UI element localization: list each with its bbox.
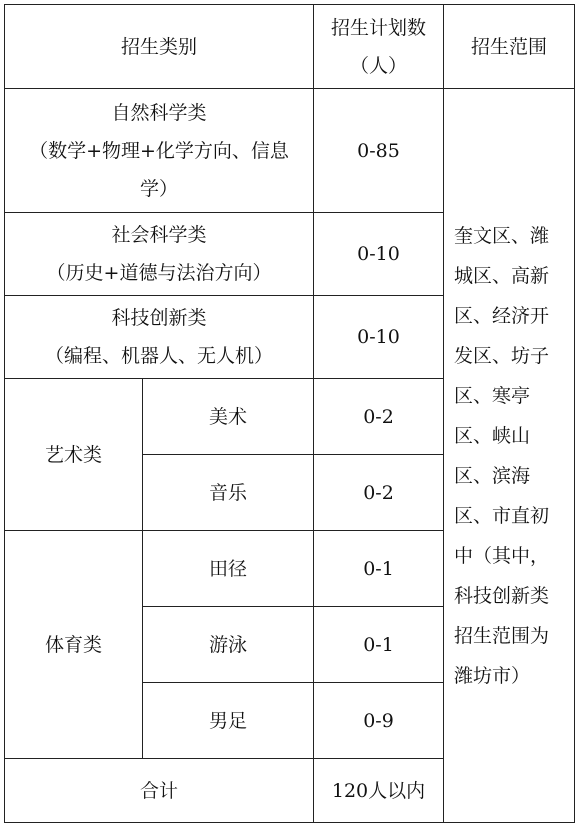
sports-group [5,531,143,759]
sports-item-count-text: 0-1 [363,633,394,656]
sports-item-name [143,607,314,683]
total-label-text: 合计 [140,779,179,802]
sports-item-count-text: 0-1 [363,557,394,580]
sports-item-count [314,607,444,683]
sports-item-name-text: 游泳 [209,633,248,656]
header-row [5,5,575,89]
art-group-text: 艺术类 [44,443,102,466]
sports-item-name [143,531,314,607]
natural-science-detail: （数学+物理+化学方向、信息 [29,139,289,162]
art-item-name-text: 音乐 [209,481,248,504]
natural-science-title: 自然科学类 [111,101,207,124]
header-category [5,5,314,89]
tech-innovation-detail: （编程、机器人、无人机） [45,345,274,367]
tech-innovation-count-text: 0-10 [357,326,400,348]
table-row [5,89,575,213]
enrollment-range [444,89,575,823]
art-item-count [314,379,444,455]
sports-item-name [143,683,314,759]
natural-science-count-text: 0-85 [357,139,400,162]
enrollment-range-text: 奎文区、潍城区、高新区、经济开发区、坊子区、寒亭区、峡山区、滨海区、市直初中（其中，科技创新类招生范围为潍坊市） [454,224,550,687]
art-item-count [314,455,444,531]
social-science-count-text: 0-10 [357,243,400,265]
total-count-text: 120人以内 [331,779,426,802]
sports-item-name-text: 田径 [209,557,248,580]
social-science-category [5,213,314,296]
art-item-count-text: 0-2 [363,405,394,428]
sports-group-text: 体育类 [44,633,102,656]
header-range [444,5,575,89]
header-plan-line1: 招生计划数 [331,16,427,39]
natural-science-category [5,89,314,213]
art-item-name [143,455,314,531]
header-plan [314,5,444,89]
social-science-count [314,213,444,296]
header-plan-line2: （人） [350,54,408,77]
total-label [5,759,314,823]
tech-innovation-title: 科技创新类 [111,307,207,329]
tech-innovation-category [5,296,314,379]
natural-science-detail-cont: 学） [140,177,179,200]
tech-innovation-count [314,296,444,379]
enrollment-table [4,4,575,823]
sports-item-count-text: 0-9 [363,709,394,732]
social-science-detail: （历史+道德与法治方向） [46,262,272,284]
natural-science-count [314,89,444,213]
art-item-name [143,379,314,455]
header-category-text: 招生类别 [121,35,198,58]
sports-item-name-text: 男足 [209,709,248,732]
header-range-text: 招生范围 [471,35,548,58]
sports-item-count [314,531,444,607]
art-group [5,379,143,531]
social-science-title: 社会科学类 [111,224,207,246]
art-item-name-text: 美术 [209,405,248,428]
total-count [314,759,444,823]
art-item-count-text: 0-2 [363,481,394,504]
sports-item-count [314,683,444,759]
